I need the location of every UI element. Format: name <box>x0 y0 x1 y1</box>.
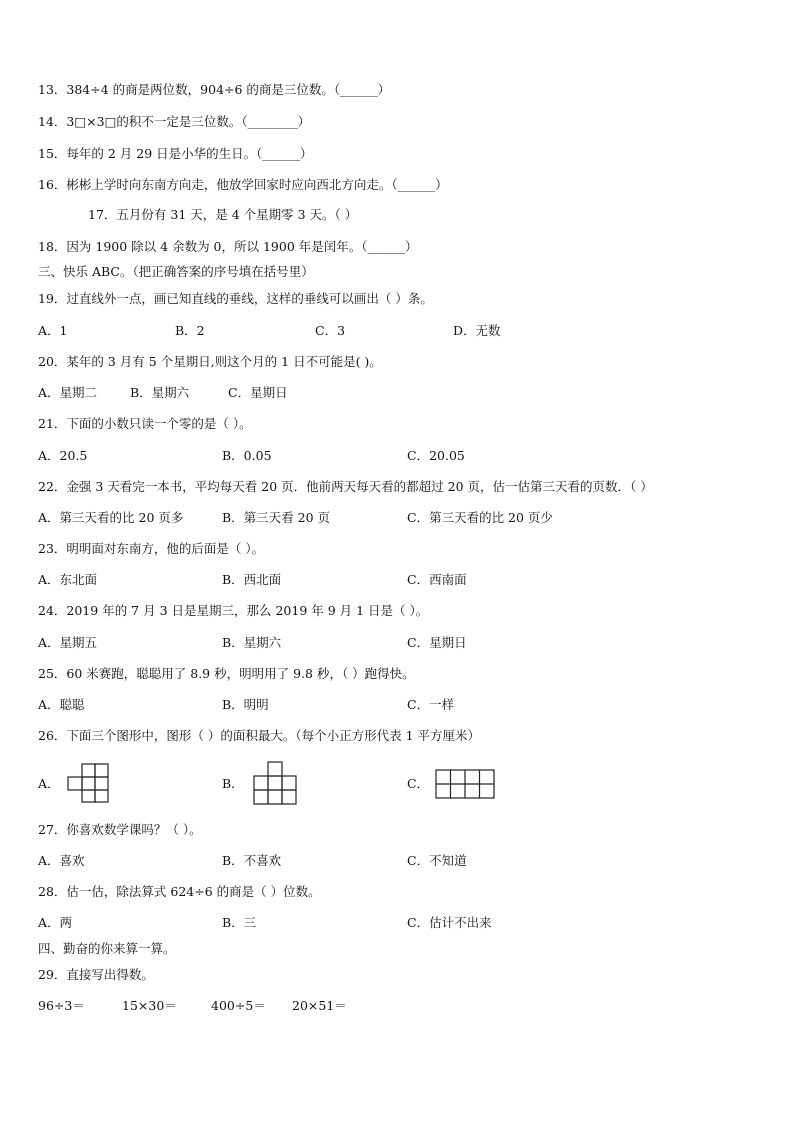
q24-option-b: B．星期六 <box>222 635 282 650</box>
q19-option-b: B．2 <box>175 323 205 338</box>
q27-option-c: C．不知道 <box>407 853 467 868</box>
q22-option-c: C．第三天看的比 20 页少 <box>407 510 553 525</box>
question-17: 17．五月份有 31 天，是 4 个星期零 3 天。（ ） <box>88 207 358 222</box>
question-14: 14．3□×3□的积不一定是三位数。（________） <box>38 114 311 129</box>
question-22: 22．金强 3 天看完一本书，平均每天看 20 页．他前两天每天看的都超过 20 页，估一估第三天看的页数．（ ） <box>38 479 653 494</box>
q21-option-b: B．0.05 <box>222 448 272 463</box>
question-20: 20．某年的 3 月有 5 个星期日,则这个月的 1 日不可能是( )。 <box>38 354 382 369</box>
q23-option-a: A．东北面 <box>38 572 98 587</box>
q26-figure-c <box>434 768 496 800</box>
q25-option-c: C．一样 <box>407 697 455 712</box>
q27-option-a: A．喜欢 <box>38 853 85 868</box>
question-25: 25．60 米赛跑，聪聪用了 8.9 秒，明明用了 9.8 秒，（ ）跑得快。 <box>38 666 415 681</box>
question-24: 24．2019 年的 7 月 3 日是星期三，那么 2019 年 9 月 1 日是（ ）。 <box>38 603 429 618</box>
q25-option-b: B．明明 <box>222 697 269 712</box>
q29-item-1: 96÷3＝ <box>38 998 85 1013</box>
q29-item-2: 15×30＝ <box>122 998 177 1013</box>
q26-figure-a <box>66 762 112 804</box>
q24-option-a: A．星期五 <box>38 635 98 650</box>
q29-item-3: 400÷5＝ <box>211 998 266 1013</box>
question-18: 18．因为 1900 除以 4 余数为 0，所以 1900 年是闰年。（______） <box>38 239 418 254</box>
section-3-heading: 三、快乐 ABC。（把正确答案的序号填在括号里） <box>38 264 314 279</box>
q27-option-b: B．不喜欢 <box>222 853 282 868</box>
question-21: 21．下面的小数只读一个零的是（ ）。 <box>38 416 252 431</box>
q23-option-c: C．西南面 <box>407 572 467 587</box>
q21-option-a: A．20.5 <box>38 448 88 463</box>
q26-figure-b <box>252 760 298 806</box>
q26-option-a: A． <box>38 776 60 791</box>
question-23: 23．明明面对东南方，他的后面是（ ）。 <box>38 541 265 556</box>
q20-option-a: A．星期二 <box>38 385 98 400</box>
q19-option-a: A．1 <box>38 323 68 338</box>
q22-option-a: A．第三天看的比 20 页多 <box>38 510 184 525</box>
question-28: 28．估一估，除法算式 624÷6 的商是（ ）位数。 <box>38 884 321 899</box>
q26-option-c: C． <box>407 776 430 791</box>
section-4-heading: 四、勤奋的你来算一算。 <box>38 941 176 956</box>
question-29: 29．直接写出得数。 <box>38 967 154 982</box>
q26-option-b: B． <box>222 776 244 791</box>
q25-option-a: A．聪聪 <box>38 697 85 712</box>
question-13: 13．384÷4 的商是两位数，904÷6 的商是三位数。（______） <box>38 82 391 97</box>
q29-item-4: 20×51＝ <box>292 998 347 1013</box>
q21-option-c: C．20.05 <box>407 448 465 463</box>
q24-option-c: C．星期日 <box>407 635 467 650</box>
q19-option-c: C．3 <box>315 323 346 338</box>
question-15: 15．每年的 2 月 29 日是小华的生日。（______） <box>38 146 313 161</box>
question-19: 19．过直线外一点，画已知直线的垂线，这样的垂线可以画出（ ）条。 <box>38 291 433 306</box>
question-27: 27．你喜欢数学课吗？（ ）。 <box>38 822 202 837</box>
question-26: 26．下面三个图形中，图形（ ）的面积最大。（每个小正方形代表 1 平方厘米） <box>38 728 481 743</box>
q23-option-b: B．西北面 <box>222 572 282 587</box>
q28-option-b: B．三 <box>222 915 257 930</box>
q20-option-b: B．星期六 <box>130 385 190 400</box>
q20-option-c: C．星期日 <box>228 385 288 400</box>
question-16: 16．彬彬上学时向东南方向走，他放学回家时应向西北方向走。（______） <box>38 177 448 192</box>
q28-option-a: A．两 <box>38 915 73 930</box>
q19-option-d: D．无数 <box>453 323 501 338</box>
q28-option-c: C．估计不出来 <box>407 915 492 930</box>
q22-option-b: B．第三天看 20 页 <box>222 510 331 525</box>
